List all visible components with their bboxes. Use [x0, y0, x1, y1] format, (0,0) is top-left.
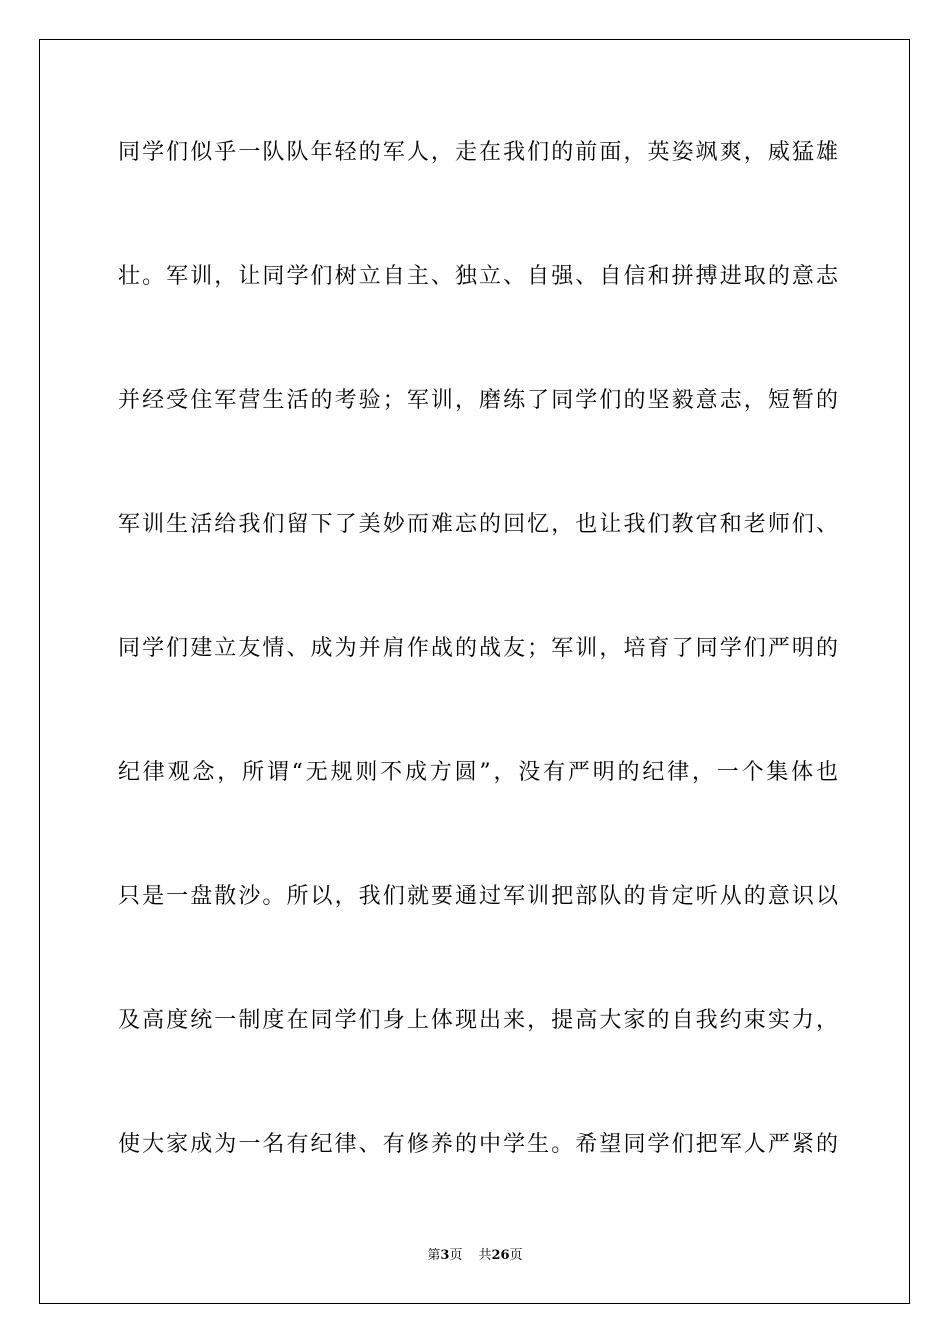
page-suffix: 页 — [449, 1248, 463, 1263]
body-line: 同学们似乎一队队年轻的军人，走在我们的前面，英姿飒爽，威猛雄 — [118, 140, 838, 165]
body-line: 只是一盘散沙。所以，我们就要通过军训把部队的肯定听从的意识以 — [118, 884, 838, 909]
body-line: 纪律观念，所谓“无规则不成方圆”，没有严明的纪律，一个集体也 — [118, 760, 838, 785]
page-border — [39, 39, 910, 1304]
body-line: 及高度统一制度在同学们身上体现出来，提高大家的自我约束实力， — [118, 1008, 838, 1033]
total-suffix: 页 — [509, 1248, 523, 1263]
body-line: 并经受住军营生活的考验；军训，磨练了同学们的坚毅意志，短暂的 — [118, 388, 838, 413]
body-line: 壮。军训，让同学们树立自主、独立、自强、自信和拼搏进取的意志 — [118, 264, 838, 289]
body-line: 同学们建立友情、成为并肩作战的战友；军训，培育了同学们严明的 — [118, 636, 838, 661]
body-line: 军训生活给我们留下了美妙而难忘的回忆，也让我们教官和老师们、 — [118, 512, 838, 537]
body-line: 使大家成为一名有纪律、有修养的中学生。希望同学们把军人严紧的 — [118, 1132, 838, 1157]
page-prefix: 第 — [427, 1248, 441, 1263]
total-pages: 26 — [491, 1248, 510, 1263]
total-prefix: 共 — [478, 1248, 492, 1263]
page-number: 3 — [440, 1248, 450, 1263]
page-footer — [0, 1247, 950, 1265]
